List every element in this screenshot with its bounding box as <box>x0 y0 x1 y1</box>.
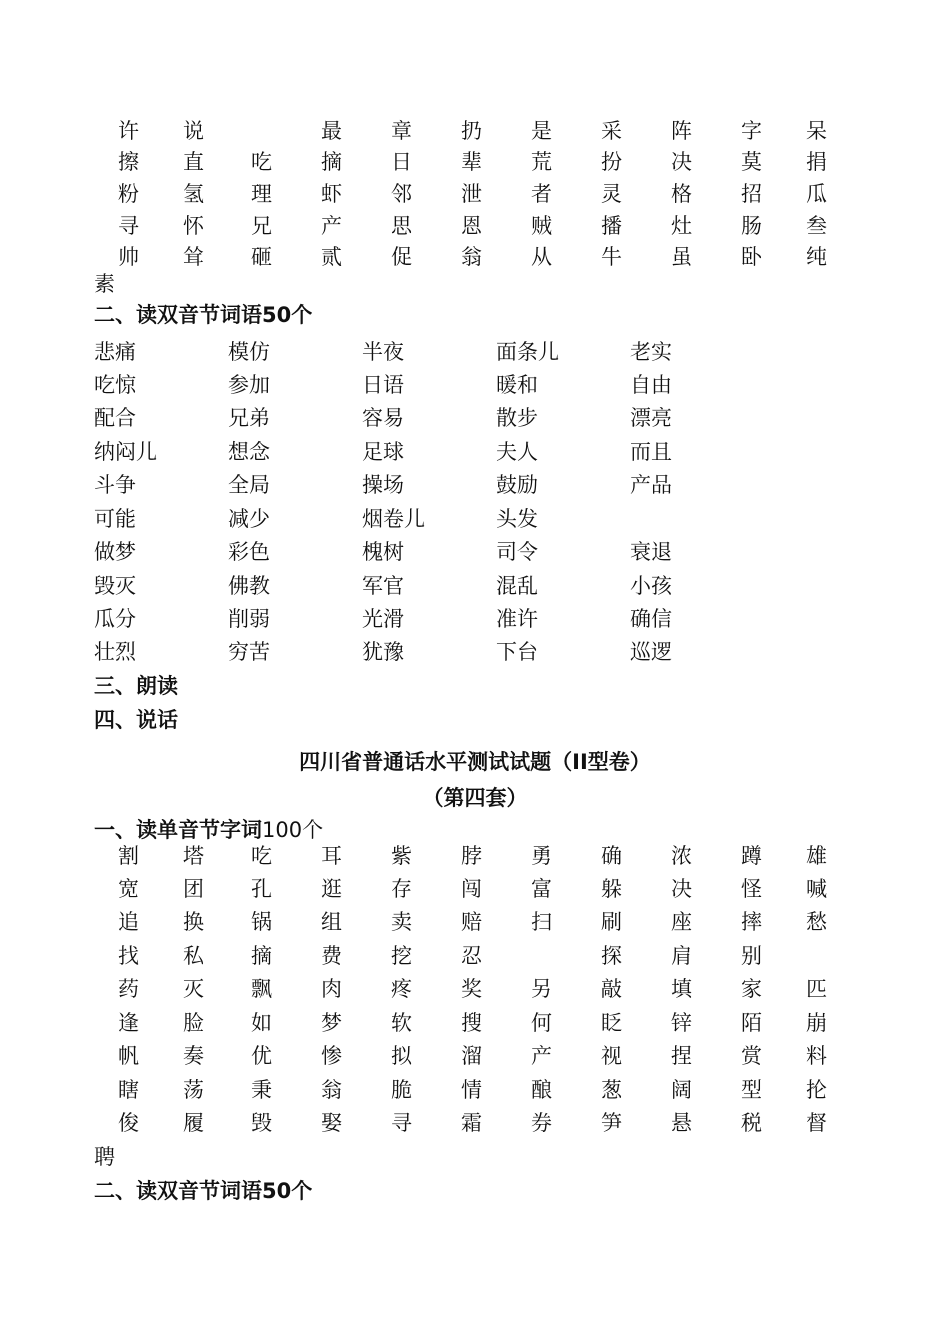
char-cell: 确 <box>601 844 622 868</box>
word-cell: 犹豫 <box>362 640 404 664</box>
section-heading-text: 一、读单音节字词 <box>94 818 262 842</box>
word-row <box>0 604 950 634</box>
char-cell: 耸 <box>183 245 204 269</box>
char-cell: 思 <box>391 214 412 238</box>
section-heading: 三、朗读 <box>94 674 178 698</box>
word-cell: 产品 <box>630 473 672 497</box>
char-cell: 飘 <box>251 977 272 1001</box>
word-cell: 漂亮 <box>630 406 672 430</box>
word-cell: 足球 <box>362 440 404 464</box>
char-cell: 紫 <box>391 844 412 868</box>
char-cell: 锅 <box>251 910 272 934</box>
char-cell: 格 <box>671 182 692 206</box>
word-cell: 模仿 <box>228 340 270 364</box>
char-cell: 叁 <box>806 214 827 238</box>
word-cell: 佛教 <box>228 574 270 598</box>
word-row <box>0 504 950 534</box>
word-cell: 巡逻 <box>630 640 672 664</box>
char-cell: 翁 <box>321 1078 342 1102</box>
char-cell: 寻 <box>118 214 139 238</box>
word-cell: 散步 <box>496 406 538 430</box>
char-cell: 决 <box>671 877 692 901</box>
char-cell: 怪 <box>741 877 762 901</box>
char-cell: 粉 <box>118 182 139 206</box>
char-cell: 产 <box>531 1044 552 1068</box>
char-cell: 情 <box>461 1078 482 1102</box>
char-cell: 摘 <box>321 150 342 174</box>
char-cell: 肩 <box>671 944 692 968</box>
char-cell: 肠 <box>741 214 762 238</box>
word-cell: 烟卷儿 <box>362 507 425 531</box>
char-cell-tail: 聘 <box>94 1145 115 1169</box>
word-cell: 毁灭 <box>94 574 136 598</box>
char-cell: 赔 <box>461 910 482 934</box>
char-row <box>0 179 950 209</box>
paper-subtitle: （第四套） <box>422 786 528 810</box>
char-cell: 扔 <box>461 119 482 143</box>
char-cell: 娶 <box>321 1111 342 1135</box>
char-cell: 宽 <box>118 877 139 901</box>
char-cell: 卧 <box>741 245 762 269</box>
char-cell: 直 <box>183 150 204 174</box>
char-cell: 闯 <box>461 877 482 901</box>
char-row <box>0 147 950 177</box>
char-cell: 产 <box>321 214 342 238</box>
word-row <box>0 571 950 601</box>
char-cell: 荡 <box>183 1078 204 1102</box>
char-cell: 擦 <box>118 150 139 174</box>
char-cell: 扫 <box>531 910 552 934</box>
word-cell: 配合 <box>94 406 136 430</box>
word-cell: 想念 <box>228 440 270 464</box>
char-row <box>0 841 950 871</box>
char-cell: 帅 <box>118 245 139 269</box>
char-cell: 何 <box>531 1011 552 1035</box>
word-row <box>0 537 950 567</box>
char-cell: 纯 <box>806 245 827 269</box>
word-cell: 衰退 <box>630 540 672 564</box>
char-cell: 荒 <box>531 150 552 174</box>
char-cell: 挖 <box>391 944 412 968</box>
char-cell: 卖 <box>391 910 412 934</box>
char-cell: 赏 <box>741 1044 762 1068</box>
char-cell: 日 <box>391 150 412 174</box>
char-cell: 匹 <box>806 977 827 1001</box>
word-cell: 槐树 <box>362 540 404 564</box>
char-cell: 换 <box>183 910 204 934</box>
word-row <box>0 370 950 400</box>
char-cell: 摔 <box>741 910 762 934</box>
char-cell: 瓜 <box>806 182 827 206</box>
char-cell: 邻 <box>391 182 412 206</box>
char-cell: 优 <box>251 1044 272 1068</box>
char-cell: 酿 <box>531 1078 552 1102</box>
char-cell: 捐 <box>806 150 827 174</box>
char-cell: 溜 <box>461 1044 482 1068</box>
word-cell: 暖和 <box>496 373 538 397</box>
char-cell: 莫 <box>741 150 762 174</box>
char-cell: 忍 <box>461 944 482 968</box>
char-cell: 愁 <box>806 910 827 934</box>
word-cell: 半夜 <box>362 340 404 364</box>
char-cell: 阔 <box>671 1078 692 1102</box>
char-cell: 塔 <box>183 844 204 868</box>
char-cell: 灭 <box>183 977 204 1001</box>
char-cell: 锌 <box>671 1011 692 1035</box>
char-row <box>0 974 950 1004</box>
char-cell: 脸 <box>183 1011 204 1035</box>
char-cell: 探 <box>601 944 622 968</box>
char-cell: 贼 <box>531 214 552 238</box>
char-row <box>0 941 950 971</box>
char-cell: 理 <box>251 182 272 206</box>
word-cell: 减少 <box>228 507 270 531</box>
char-cell: 履 <box>183 1111 204 1135</box>
char-cell: 陌 <box>741 1011 762 1035</box>
char-cell: 浓 <box>671 844 692 868</box>
char-cell: 字 <box>741 119 762 143</box>
word-cell: 纳闷儿 <box>94 440 157 464</box>
char-cell: 雄 <box>806 844 827 868</box>
char-cell: 勇 <box>531 844 552 868</box>
word-cell: 彩色 <box>228 540 270 564</box>
char-cell: 抡 <box>806 1078 827 1102</box>
char-cell: 采 <box>601 119 622 143</box>
char-cell: 眨 <box>601 1011 622 1035</box>
char-cell: 督 <box>806 1111 827 1135</box>
char-cell: 孔 <box>251 877 272 901</box>
word-cell: 而且 <box>630 440 672 464</box>
char-cell: 券 <box>531 1111 552 1135</box>
char-cell: 费 <box>321 944 342 968</box>
word-cell: 混乱 <box>496 574 538 598</box>
char-cell: 葱 <box>601 1078 622 1102</box>
char-cell: 摘 <box>251 944 272 968</box>
char-row <box>0 1041 950 1071</box>
word-cell: 老实 <box>630 340 672 364</box>
char-row <box>0 907 950 937</box>
char-cell: 怀 <box>183 214 204 238</box>
char-cell: 脆 <box>391 1078 412 1102</box>
word-cell: 军官 <box>362 574 404 598</box>
word-cell: 头发 <box>496 507 538 531</box>
char-cell: 家 <box>741 977 762 1001</box>
word-cell: 全局 <box>228 473 270 497</box>
char-cell: 耳 <box>321 844 342 868</box>
char-cell: 如 <box>251 1011 272 1035</box>
word-cell: 司令 <box>496 540 538 564</box>
char-cell: 最 <box>321 119 342 143</box>
char-cell: 喊 <box>806 877 827 901</box>
char-cell: 笋 <box>601 1111 622 1135</box>
char-cell: 灶 <box>671 214 692 238</box>
char-cell: 秉 <box>251 1078 272 1102</box>
char-cell: 找 <box>118 944 139 968</box>
section-heading: 二、读双音节词语50个 <box>94 1179 313 1203</box>
char-cell: 帆 <box>118 1044 139 1068</box>
section-heading: 二、读双音节词语50个 <box>94 303 313 327</box>
char-cell: 招 <box>741 182 762 206</box>
char-cell: 税 <box>741 1111 762 1135</box>
char-cell: 阵 <box>671 119 692 143</box>
char-cell: 寻 <box>391 1111 412 1135</box>
char-cell: 私 <box>183 944 204 968</box>
char-cell: 章 <box>391 119 412 143</box>
char-cell: 决 <box>671 150 692 174</box>
char-cell: 许 <box>118 119 139 143</box>
char-cell: 者 <box>531 182 552 206</box>
char-cell: 割 <box>118 844 139 868</box>
char-cell: 霜 <box>461 1111 482 1135</box>
char-cell: 拟 <box>391 1044 412 1068</box>
word-row <box>0 637 950 667</box>
char-row <box>0 1108 950 1138</box>
char-cell: 药 <box>118 977 139 1001</box>
char-cell: 疼 <box>391 977 412 1001</box>
char-cell: 逛 <box>321 877 342 901</box>
word-cell: 斗争 <box>94 473 136 497</box>
char-cell: 灵 <box>601 182 622 206</box>
char-cell: 追 <box>118 910 139 934</box>
char-cell: 兄 <box>251 214 272 238</box>
char-cell: 说 <box>183 119 204 143</box>
char-cell: 毁 <box>251 1111 272 1135</box>
char-row <box>0 242 950 272</box>
word-cell: 小孩 <box>630 574 672 598</box>
word-cell: 日语 <box>362 373 404 397</box>
char-row <box>0 211 950 241</box>
word-cell: 穷苦 <box>228 640 270 664</box>
char-cell: 吃 <box>251 150 272 174</box>
char-cell: 填 <box>671 977 692 1001</box>
char-cell: 座 <box>671 910 692 934</box>
word-row <box>0 470 950 500</box>
word-cell: 确信 <box>630 607 672 631</box>
word-cell: 鼓励 <box>496 473 538 497</box>
char-cell: 贰 <box>321 245 342 269</box>
char-cell: 奏 <box>183 1044 204 1068</box>
word-row <box>0 403 950 433</box>
char-cell: 视 <box>601 1044 622 1068</box>
char-cell: 虽 <box>671 245 692 269</box>
word-cell: 兄弟 <box>228 406 270 430</box>
char-cell: 料 <box>806 1044 827 1068</box>
char-cell: 捏 <box>671 1044 692 1068</box>
char-cell: 俊 <box>118 1111 139 1135</box>
word-cell: 光滑 <box>362 607 404 631</box>
char-cell-tail: 素 <box>94 272 115 296</box>
char-cell: 促 <box>391 245 412 269</box>
char-cell: 型 <box>741 1078 762 1102</box>
word-cell: 参加 <box>228 373 270 397</box>
word-cell: 壮烈 <box>94 640 136 664</box>
char-cell: 肉 <box>321 977 342 1001</box>
char-cell: 虾 <box>321 182 342 206</box>
section-heading-count: 100个 <box>262 818 324 842</box>
word-cell: 下台 <box>496 640 538 664</box>
char-cell: 敲 <box>601 977 622 1001</box>
char-row <box>0 1075 950 1105</box>
char-cell: 崩 <box>806 1011 827 1035</box>
char-cell: 软 <box>391 1011 412 1035</box>
char-cell: 富 <box>531 877 552 901</box>
char-cell: 吃 <box>251 844 272 868</box>
word-cell: 准许 <box>496 607 538 631</box>
char-cell: 恩 <box>461 214 482 238</box>
word-cell: 吃惊 <box>94 373 136 397</box>
char-cell: 悬 <box>671 1111 692 1135</box>
char-cell: 是 <box>531 119 552 143</box>
char-cell: 瞎 <box>118 1078 139 1102</box>
char-cell: 氢 <box>183 182 204 206</box>
char-cell: 扮 <box>601 150 622 174</box>
word-cell: 削弱 <box>228 607 270 631</box>
char-cell: 团 <box>183 877 204 901</box>
section-heading: 四、说话 <box>94 708 178 732</box>
word-cell: 容易 <box>362 406 404 430</box>
word-cell: 面条儿 <box>496 340 559 364</box>
char-row <box>0 116 950 146</box>
word-row <box>0 337 950 367</box>
char-row <box>0 874 950 904</box>
char-cell: 从 <box>531 245 552 269</box>
word-row <box>0 437 950 467</box>
char-cell: 组 <box>321 910 342 934</box>
char-cell: 逢 <box>118 1011 139 1035</box>
char-cell: 搜 <box>461 1011 482 1035</box>
char-cell: 惨 <box>321 1044 342 1068</box>
char-cell: 泄 <box>461 182 482 206</box>
char-cell: 奖 <box>461 977 482 1001</box>
paper-title: 四川省普通话水平测试试题（II型卷） <box>299 750 651 774</box>
char-cell: 躲 <box>601 877 622 901</box>
char-cell: 存 <box>391 877 412 901</box>
word-cell: 悲痛 <box>94 340 136 364</box>
word-cell: 可能 <box>94 507 136 531</box>
char-cell: 刷 <box>601 910 622 934</box>
char-row <box>0 1008 950 1038</box>
char-cell: 呆 <box>806 119 827 143</box>
word-cell: 做梦 <box>94 540 136 564</box>
char-cell: 脖 <box>461 844 482 868</box>
word-cell: 瓜分 <box>94 607 136 631</box>
char-cell: 梦 <box>321 1011 342 1035</box>
word-cell: 操场 <box>362 473 404 497</box>
char-cell: 蹲 <box>741 844 762 868</box>
char-cell: 播 <box>601 214 622 238</box>
char-cell: 牛 <box>601 245 622 269</box>
char-cell: 翁 <box>461 245 482 269</box>
word-cell: 自由 <box>630 373 672 397</box>
char-cell: 砸 <box>251 245 272 269</box>
char-cell: 另 <box>531 977 552 1001</box>
char-cell: 别 <box>741 944 762 968</box>
word-cell: 夫人 <box>496 440 538 464</box>
char-cell: 辈 <box>461 150 482 174</box>
